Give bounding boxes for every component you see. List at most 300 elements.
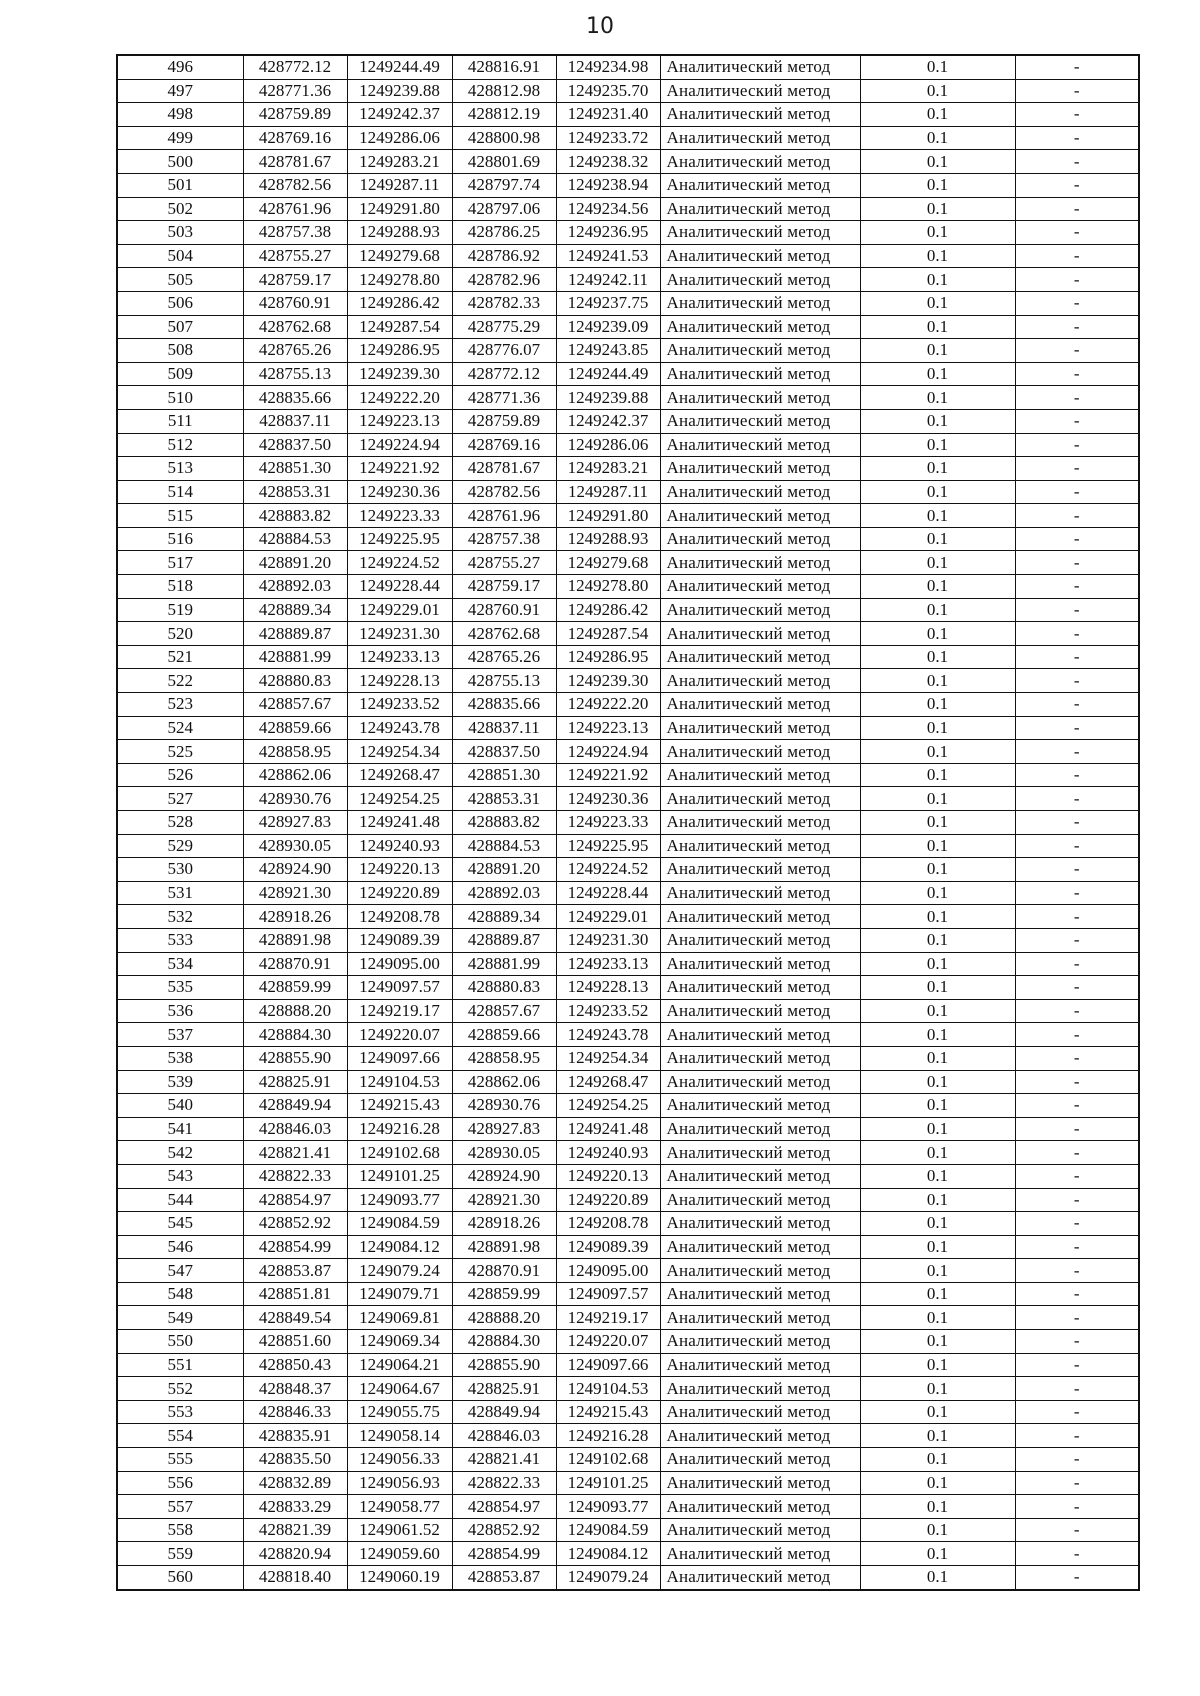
- x-end-cell: 428769.16: [452, 433, 556, 457]
- point-number-cell: 516: [117, 527, 243, 551]
- y-end-cell: 1249238.32: [556, 150, 660, 174]
- method-cell: Аналитический метод: [660, 339, 860, 363]
- note-cell: -: [1015, 976, 1139, 1000]
- point-number-cell: 524: [117, 716, 243, 740]
- point-number-cell: 509: [117, 362, 243, 386]
- accuracy-cell: 0.1: [860, 1566, 1015, 1590]
- y-start-cell: 1249084.59: [347, 1212, 452, 1236]
- point-number-cell: 554: [117, 1424, 243, 1448]
- x-start-cell: 428850.43: [243, 1353, 347, 1377]
- y-start-cell: 1249243.78: [347, 716, 452, 740]
- method-cell: Аналитический метод: [660, 811, 860, 835]
- method-cell: Аналитический метод: [660, 1164, 860, 1188]
- x-start-cell: 428835.50: [243, 1448, 347, 1472]
- x-start-cell: 428772.12: [243, 55, 347, 79]
- x-end-cell: 428859.66: [452, 1023, 556, 1047]
- x-start-cell: 428870.91: [243, 952, 347, 976]
- method-cell: Аналитический метод: [660, 268, 860, 292]
- note-cell: -: [1015, 1141, 1139, 1165]
- y-end-cell: 1249097.57: [556, 1282, 660, 1306]
- x-end-cell: 428891.98: [452, 1235, 556, 1259]
- table-row: [117, 527, 1139, 551]
- note-cell: -: [1015, 1188, 1139, 1212]
- note-cell: -: [1015, 1164, 1139, 1188]
- y-end-cell: 1249084.59: [556, 1518, 660, 1542]
- table-row: [117, 669, 1139, 693]
- x-end-cell: 428930.76: [452, 1094, 556, 1118]
- table-row: [117, 999, 1139, 1023]
- point-number-cell: 560: [117, 1566, 243, 1590]
- y-end-cell: 1249239.09: [556, 315, 660, 339]
- accuracy-cell: 0.1: [860, 763, 1015, 787]
- y-end-cell: 1249244.49: [556, 362, 660, 386]
- x-end-cell: 428782.96: [452, 268, 556, 292]
- method-cell: Аналитический метод: [660, 575, 860, 599]
- x-start-cell: 428859.99: [243, 976, 347, 1000]
- point-number-cell: 538: [117, 1046, 243, 1070]
- x-end-cell: 428812.98: [452, 79, 556, 103]
- note-cell: -: [1015, 1212, 1139, 1236]
- y-start-cell: 1249061.52: [347, 1518, 452, 1542]
- x-end-cell: 428821.41: [452, 1448, 556, 1472]
- x-end-cell: 428884.53: [452, 834, 556, 858]
- method-cell: Аналитический метод: [660, 1117, 860, 1141]
- table-row: [117, 551, 1139, 575]
- x-end-cell: 428924.90: [452, 1164, 556, 1188]
- x-end-cell: 428855.90: [452, 1353, 556, 1377]
- note-cell: -: [1015, 150, 1139, 174]
- point-number-cell: 543: [117, 1164, 243, 1188]
- y-end-cell: 1249104.53: [556, 1377, 660, 1401]
- note-cell: -: [1015, 693, 1139, 717]
- y-start-cell: 1249286.95: [347, 339, 452, 363]
- x-end-cell: 428800.98: [452, 126, 556, 150]
- table-row: [117, 1164, 1139, 1188]
- y-start-cell: 1249220.13: [347, 858, 452, 882]
- note-cell: -: [1015, 527, 1139, 551]
- y-end-cell: 1249230.36: [556, 787, 660, 811]
- x-end-cell: 428837.50: [452, 740, 556, 764]
- x-end-cell: 428854.97: [452, 1495, 556, 1519]
- accuracy-cell: 0.1: [860, 1518, 1015, 1542]
- y-end-cell: 1249283.21: [556, 457, 660, 481]
- table-row: [117, 622, 1139, 646]
- point-number-cell: 496: [117, 55, 243, 79]
- note-cell: -: [1015, 1023, 1139, 1047]
- y-end-cell: 1249233.52: [556, 999, 660, 1023]
- x-end-cell: 428757.38: [452, 527, 556, 551]
- table-row: [117, 858, 1139, 882]
- point-number-cell: 518: [117, 575, 243, 599]
- table-row: [117, 693, 1139, 717]
- table-row: [117, 173, 1139, 197]
- note-cell: -: [1015, 1542, 1139, 1566]
- y-start-cell: 1249279.68: [347, 244, 452, 268]
- y-end-cell: 1249084.12: [556, 1542, 660, 1566]
- point-number-cell: 550: [117, 1330, 243, 1354]
- x-start-cell: 428888.20: [243, 999, 347, 1023]
- method-cell: Аналитический метод: [660, 787, 860, 811]
- point-number-cell: 508: [117, 339, 243, 363]
- accuracy-cell: 0.1: [860, 221, 1015, 245]
- note-cell: -: [1015, 716, 1139, 740]
- point-number-cell: 544: [117, 1188, 243, 1212]
- note-cell: -: [1015, 126, 1139, 150]
- accuracy-cell: 0.1: [860, 622, 1015, 646]
- method-cell: Аналитический метод: [660, 527, 860, 551]
- x-start-cell: 428765.26: [243, 339, 347, 363]
- accuracy-cell: 0.1: [860, 103, 1015, 127]
- method-cell: Аналитический метод: [660, 1094, 860, 1118]
- x-start-cell: 428884.30: [243, 1023, 347, 1047]
- point-number-cell: 529: [117, 834, 243, 858]
- x-start-cell: 428781.67: [243, 150, 347, 174]
- point-number-cell: 533: [117, 928, 243, 952]
- accuracy-cell: 0.1: [860, 905, 1015, 929]
- x-end-cell: 428849.94: [452, 1400, 556, 1424]
- x-end-cell: 428918.26: [452, 1212, 556, 1236]
- y-start-cell: 1249104.53: [347, 1070, 452, 1094]
- point-number-cell: 499: [117, 126, 243, 150]
- table-row: [117, 1282, 1139, 1306]
- table-row: [117, 952, 1139, 976]
- point-number-cell: 497: [117, 79, 243, 103]
- accuracy-cell: 0.1: [860, 1188, 1015, 1212]
- table-row: [117, 1259, 1139, 1283]
- x-start-cell: 428759.89: [243, 103, 347, 127]
- point-number-cell: 551: [117, 1353, 243, 1377]
- x-start-cell: 428930.76: [243, 787, 347, 811]
- accuracy-cell: 0.1: [860, 339, 1015, 363]
- y-start-cell: 1249233.13: [347, 645, 452, 669]
- point-number-cell: 545: [117, 1212, 243, 1236]
- y-start-cell: 1249228.13: [347, 669, 452, 693]
- table-row: [117, 1542, 1139, 1566]
- method-cell: Аналитический метод: [660, 1542, 860, 1566]
- x-start-cell: 428846.33: [243, 1400, 347, 1424]
- point-number-cell: 547: [117, 1259, 243, 1283]
- x-start-cell: 428849.94: [243, 1094, 347, 1118]
- accuracy-cell: 0.1: [860, 457, 1015, 481]
- note-cell: -: [1015, 1259, 1139, 1283]
- note-cell: -: [1015, 480, 1139, 504]
- accuracy-cell: 0.1: [860, 575, 1015, 599]
- accuracy-cell: 0.1: [860, 386, 1015, 410]
- y-start-cell: 1249064.21: [347, 1353, 452, 1377]
- method-cell: Аналитический метод: [660, 197, 860, 221]
- y-start-cell: 1249215.43: [347, 1094, 452, 1118]
- x-start-cell: 428849.54: [243, 1306, 347, 1330]
- y-end-cell: 1249222.20: [556, 693, 660, 717]
- accuracy-cell: 0.1: [860, 693, 1015, 717]
- y-start-cell: 1249079.24: [347, 1259, 452, 1283]
- note-cell: -: [1015, 103, 1139, 127]
- y-start-cell: 1249278.80: [347, 268, 452, 292]
- y-end-cell: 1249228.44: [556, 881, 660, 905]
- method-cell: Аналитический метод: [660, 976, 860, 1000]
- y-start-cell: 1249241.48: [347, 811, 452, 835]
- y-start-cell: 1249223.13: [347, 409, 452, 433]
- point-number-cell: 531: [117, 881, 243, 905]
- y-start-cell: 1249219.17: [347, 999, 452, 1023]
- x-end-cell: 428759.17: [452, 575, 556, 599]
- x-end-cell: 428786.92: [452, 244, 556, 268]
- x-start-cell: 428771.36: [243, 79, 347, 103]
- method-cell: Аналитический метод: [660, 1424, 860, 1448]
- y-end-cell: 1249229.01: [556, 905, 660, 929]
- x-end-cell: 428755.27: [452, 551, 556, 575]
- note-cell: -: [1015, 1117, 1139, 1141]
- x-start-cell: 428769.16: [243, 126, 347, 150]
- x-start-cell: 428818.40: [243, 1566, 347, 1590]
- note-cell: -: [1015, 79, 1139, 103]
- point-number-cell: 527: [117, 787, 243, 811]
- x-start-cell: 428927.83: [243, 811, 347, 835]
- x-start-cell: 428755.13: [243, 362, 347, 386]
- x-start-cell: 428835.66: [243, 386, 347, 410]
- x-start-cell: 428822.33: [243, 1164, 347, 1188]
- method-cell: Аналитический метод: [660, 881, 860, 905]
- y-end-cell: 1249216.28: [556, 1424, 660, 1448]
- point-number-cell: 506: [117, 291, 243, 315]
- x-end-cell: 428786.25: [452, 221, 556, 245]
- table-row: [117, 291, 1139, 315]
- y-start-cell: 1249291.80: [347, 197, 452, 221]
- method-cell: Аналитический метод: [660, 409, 860, 433]
- x-end-cell: 428883.82: [452, 811, 556, 835]
- y-end-cell: 1249097.66: [556, 1353, 660, 1377]
- point-number-cell: 537: [117, 1023, 243, 1047]
- x-end-cell: 428835.66: [452, 693, 556, 717]
- point-number-cell: 541: [117, 1117, 243, 1141]
- y-end-cell: 1249093.77: [556, 1495, 660, 1519]
- point-number-cell: 512: [117, 433, 243, 457]
- y-start-cell: 1249095.00: [347, 952, 452, 976]
- note-cell: -: [1015, 1424, 1139, 1448]
- note-cell: -: [1015, 1353, 1139, 1377]
- y-start-cell: 1249069.81: [347, 1306, 452, 1330]
- accuracy-cell: 0.1: [860, 1117, 1015, 1141]
- y-start-cell: 1249220.07: [347, 1023, 452, 1047]
- note-cell: -: [1015, 197, 1139, 221]
- note-cell: -: [1015, 1070, 1139, 1094]
- method-cell: Аналитический метод: [660, 173, 860, 197]
- y-start-cell: 1249064.67: [347, 1377, 452, 1401]
- method-cell: Аналитический метод: [660, 457, 860, 481]
- table-row: [117, 1400, 1139, 1424]
- y-end-cell: 1249238.94: [556, 173, 660, 197]
- point-number-cell: 514: [117, 480, 243, 504]
- note-cell: -: [1015, 386, 1139, 410]
- x-end-cell: 428771.36: [452, 386, 556, 410]
- note-cell: -: [1015, 1471, 1139, 1495]
- table-row: [117, 763, 1139, 787]
- x-start-cell: 428851.30: [243, 457, 347, 481]
- y-end-cell: 1249242.37: [556, 409, 660, 433]
- point-number-cell: 556: [117, 1471, 243, 1495]
- y-start-cell: 1249079.71: [347, 1282, 452, 1306]
- y-start-cell: 1249287.11: [347, 173, 452, 197]
- method-cell: Аналитический метод: [660, 740, 860, 764]
- y-end-cell: 1249234.56: [556, 197, 660, 221]
- accuracy-cell: 0.1: [860, 1353, 1015, 1377]
- point-number-cell: 523: [117, 693, 243, 717]
- x-end-cell: 428765.26: [452, 645, 556, 669]
- x-end-cell: 428889.34: [452, 905, 556, 929]
- accuracy-cell: 0.1: [860, 716, 1015, 740]
- y-end-cell: 1249236.95: [556, 221, 660, 245]
- y-end-cell: 1249243.85: [556, 339, 660, 363]
- accuracy-cell: 0.1: [860, 197, 1015, 221]
- x-end-cell: 428782.56: [452, 480, 556, 504]
- point-number-cell: 542: [117, 1141, 243, 1165]
- accuracy-cell: 0.1: [860, 740, 1015, 764]
- note-cell: -: [1015, 1448, 1139, 1472]
- x-start-cell: 428918.26: [243, 905, 347, 929]
- accuracy-cell: 0.1: [860, 1377, 1015, 1401]
- point-number-cell: 526: [117, 763, 243, 787]
- y-end-cell: 1249221.92: [556, 763, 660, 787]
- point-number-cell: 504: [117, 244, 243, 268]
- y-start-cell: 1249254.34: [347, 740, 452, 764]
- x-start-cell: 428853.87: [243, 1259, 347, 1283]
- y-start-cell: 1249097.66: [347, 1046, 452, 1070]
- accuracy-cell: 0.1: [860, 811, 1015, 835]
- method-cell: Аналитический метод: [660, 291, 860, 315]
- accuracy-cell: 0.1: [860, 244, 1015, 268]
- table-row: [117, 1330, 1139, 1354]
- note-cell: -: [1015, 1306, 1139, 1330]
- point-number-cell: 511: [117, 409, 243, 433]
- x-end-cell: 428858.95: [452, 1046, 556, 1070]
- note-cell: -: [1015, 811, 1139, 835]
- note-cell: -: [1015, 669, 1139, 693]
- point-number-cell: 503: [117, 221, 243, 245]
- x-start-cell: 428859.66: [243, 716, 347, 740]
- table-row: [117, 79, 1139, 103]
- point-number-cell: 546: [117, 1235, 243, 1259]
- point-number-cell: 557: [117, 1495, 243, 1519]
- x-end-cell: 428755.13: [452, 669, 556, 693]
- note-cell: -: [1015, 551, 1139, 575]
- method-cell: Аналитический метод: [660, 1023, 860, 1047]
- accuracy-cell: 0.1: [860, 1424, 1015, 1448]
- y-start-cell: 1249239.30: [347, 362, 452, 386]
- table-row: [117, 1070, 1139, 1094]
- note-cell: -: [1015, 173, 1139, 197]
- y-start-cell: 1249225.95: [347, 527, 452, 551]
- x-start-cell: 428921.30: [243, 881, 347, 905]
- x-start-cell: 428854.99: [243, 1235, 347, 1259]
- note-cell: -: [1015, 575, 1139, 599]
- y-end-cell: 1249215.43: [556, 1400, 660, 1424]
- table-row: [117, 1424, 1139, 1448]
- method-cell: Аналитический метод: [660, 1259, 860, 1283]
- y-end-cell: 1249279.68: [556, 551, 660, 575]
- x-start-cell: 428892.03: [243, 575, 347, 599]
- x-start-cell: 428881.99: [243, 645, 347, 669]
- coordinates-table-body: [117, 55, 1139, 1590]
- table-row: [117, 716, 1139, 740]
- x-end-cell: 428825.91: [452, 1377, 556, 1401]
- y-end-cell: 1249223.13: [556, 716, 660, 740]
- note-cell: -: [1015, 244, 1139, 268]
- method-cell: Аналитический метод: [660, 999, 860, 1023]
- x-end-cell: 428762.68: [452, 622, 556, 646]
- x-start-cell: 428833.29: [243, 1495, 347, 1519]
- table-row: [117, 126, 1139, 150]
- table-row: [117, 1353, 1139, 1377]
- x-start-cell: 428760.91: [243, 291, 347, 315]
- method-cell: Аналитический метод: [660, 763, 860, 787]
- y-start-cell: 1249101.25: [347, 1164, 452, 1188]
- x-start-cell: 428759.17: [243, 268, 347, 292]
- method-cell: Аналитический метод: [660, 1330, 860, 1354]
- point-number-cell: 520: [117, 622, 243, 646]
- note-cell: -: [1015, 1518, 1139, 1542]
- x-end-cell: 428888.20: [452, 1306, 556, 1330]
- note-cell: -: [1015, 268, 1139, 292]
- note-cell: -: [1015, 952, 1139, 976]
- y-start-cell: 1249058.14: [347, 1424, 452, 1448]
- accuracy-cell: 0.1: [860, 1212, 1015, 1236]
- accuracy-cell: 0.1: [860, 1306, 1015, 1330]
- note-cell: -: [1015, 409, 1139, 433]
- x-start-cell: 428880.83: [243, 669, 347, 693]
- point-number-cell: 552: [117, 1377, 243, 1401]
- x-start-cell: 428762.68: [243, 315, 347, 339]
- y-start-cell: 1249056.33: [347, 1448, 452, 1472]
- accuracy-cell: 0.1: [860, 598, 1015, 622]
- x-end-cell: 428884.30: [452, 1330, 556, 1354]
- note-cell: -: [1015, 999, 1139, 1023]
- note-cell: -: [1015, 1235, 1139, 1259]
- y-start-cell: 1249220.89: [347, 881, 452, 905]
- x-end-cell: 428797.74: [452, 173, 556, 197]
- y-end-cell: 1249233.13: [556, 952, 660, 976]
- note-cell: -: [1015, 787, 1139, 811]
- table-row: [117, 1448, 1139, 1472]
- y-end-cell: 1249225.95: [556, 834, 660, 858]
- accuracy-cell: 0.1: [860, 1471, 1015, 1495]
- y-end-cell: 1249239.30: [556, 669, 660, 693]
- accuracy-cell: 0.1: [860, 787, 1015, 811]
- x-start-cell: 428857.67: [243, 693, 347, 717]
- point-number-cell: 525: [117, 740, 243, 764]
- accuracy-cell: 0.1: [860, 952, 1015, 976]
- point-number-cell: 553: [117, 1400, 243, 1424]
- x-end-cell: 428837.11: [452, 716, 556, 740]
- method-cell: Аналитический метод: [660, 244, 860, 268]
- y-end-cell: 1249239.88: [556, 386, 660, 410]
- x-end-cell: 428880.83: [452, 976, 556, 1000]
- method-cell: Аналитический метод: [660, 480, 860, 504]
- y-end-cell: 1249288.93: [556, 527, 660, 551]
- x-start-cell: 428930.05: [243, 834, 347, 858]
- x-end-cell: 428816.91: [452, 55, 556, 79]
- y-start-cell: 1249102.68: [347, 1141, 452, 1165]
- point-number-cell: 517: [117, 551, 243, 575]
- accuracy-cell: 0.1: [860, 527, 1015, 551]
- method-cell: Аналитический метод: [660, 669, 860, 693]
- accuracy-cell: 0.1: [860, 504, 1015, 528]
- accuracy-cell: 0.1: [860, 79, 1015, 103]
- y-start-cell: 1249286.06: [347, 126, 452, 150]
- accuracy-cell: 0.1: [860, 126, 1015, 150]
- method-cell: Аналитический метод: [660, 1212, 860, 1236]
- page-number: 10: [586, 14, 614, 39]
- note-cell: -: [1015, 622, 1139, 646]
